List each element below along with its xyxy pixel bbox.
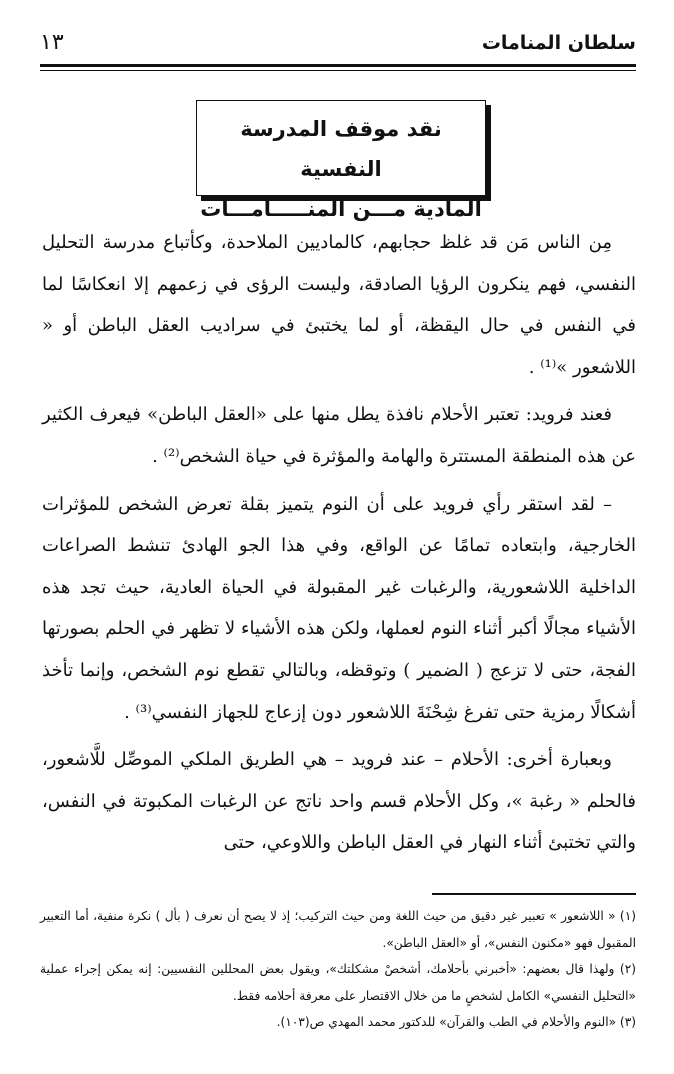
section-title-line-1: نقد موقف المدرسة النفسية bbox=[240, 117, 442, 181]
section-title-box bbox=[196, 100, 486, 221]
header-rule-thick bbox=[40, 64, 636, 67]
footnote-1: (١) « اللاشعور » تعبير غير دقيق من حيث اللغة ومن حيث التركيب؛ إذ لا يصح أن نعرف ( بأل ) نكرة منفية، أما التعبير المقبول فهو «مكنون النفس»، أو «العقل الباطن». bbox=[40, 909, 636, 950]
paragraph-3: – لقد استقر رأي فرويد على أن النوم يتميز بقلة تعرض الشخص للمؤثرات الخارجية، وابتعاده تمامًا عن الواقع، وفي هذا الجو الهادئ تنشط الصراعات الداخلية اللاشعورية، والرغبات غير المقبولة في الحياة العادية، حيث تجد هذه الأشياء مجالًا أكبر أثناء النوم لعملها، ولكن هذه الأشياء لا تظهر في الحلم بصورتها الفجة، حتى لا تزعج ( الضمير ) وتوقظه، وبالتالي تقطع نوم الشخص، وإنما تأخذ أشكالًا رمزية حتى تفرغ شِحْنَةَ اللاشعور دون إزعاج للجهاز النفسي⁽³⁾ . bbox=[42, 493, 636, 723]
footnote-separator bbox=[432, 893, 636, 895]
footnotes bbox=[40, 903, 636, 1036]
footnote-3: (٣) «النوم والأحلام في الطب والقرآن» للدكتور محمد المهدي ص(١٠٣). bbox=[276, 1015, 636, 1029]
section-title-line-2: المادية مـــن المنـــــامـــات bbox=[200, 197, 482, 221]
running-title: سلطان المنامات bbox=[481, 32, 636, 54]
page-number: ١٣ bbox=[40, 30, 64, 55]
paragraph-1: مِن الناس مَن قد غلظ حجابهم، كالماديين الملاحدة، وكأتباع مدرسة التحليل النفسي، فهم ينكرون الرؤيا الصادقة، وليست الرؤى في زعمهم إلا انعكاسًا لما في النفس في حال اليقظة، أو لما يختبئ في سراديب العقل الباطن أو « اللاشعور »⁽¹⁾ . bbox=[42, 232, 636, 378]
header-rule-thin bbox=[40, 70, 636, 71]
footnote-2: (٢) ولهذا قال بعضهم: «أخبرني بأحلامك، أشخصْ مشكلتك»، ويقول بعض المحللين النفسيين: إنه يمكن إجراء عملية «التحليل النفسي» الكامل لشخصٍ ما من خلال الاقتصار على معرفة أحلامه فقط. bbox=[40, 962, 636, 1003]
paragraph-2: فعند فرويد: تعتبر الأحلام نافذة يطل منها على «العقل الباطن» فيعرف الكثير عن هذه المنطقة المستترة والهامة والمؤثرة في حياة الشخص⁽²⁾ . bbox=[42, 404, 636, 467]
body-text bbox=[42, 222, 636, 870]
page-header bbox=[40, 30, 636, 64]
paragraph-4: وبعبارة أخرى: الأحلام – عند فرويد – هي الطريق الملكي الموصِّل للَّاشعور، فالحلم « رغبة »، وكل الأحلام قسم واحد ناتج عن الرغبات المكبوتة في النفس، والتي تختبئ أثناء النهار في العقل الباطن واللاوعي، حتى bbox=[42, 749, 636, 854]
